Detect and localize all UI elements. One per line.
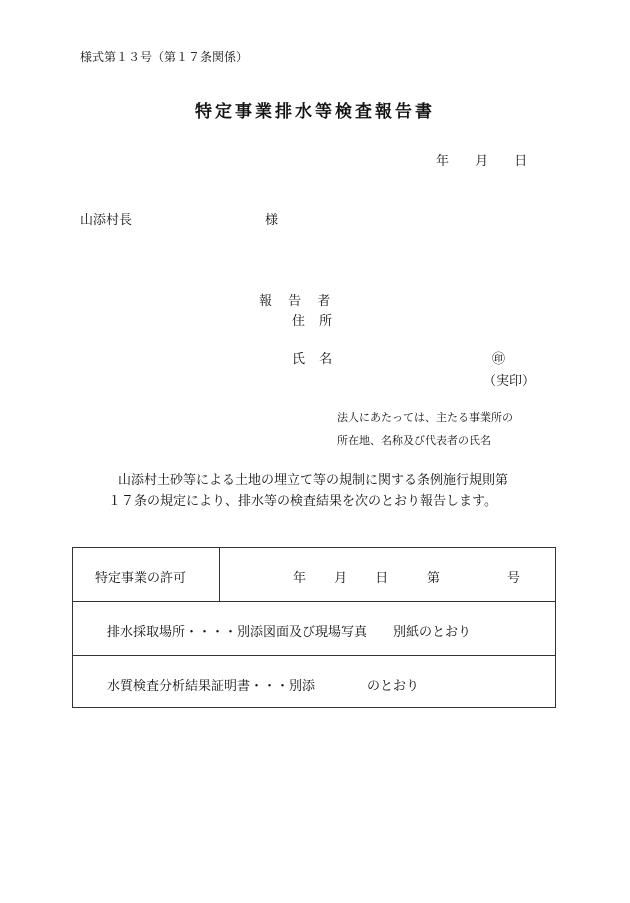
column-divider (219, 548, 220, 601)
name-label: 氏 名 (292, 352, 333, 367)
report-date: 年 月 日 (436, 154, 528, 169)
body-text-line2: １７条の規定により、排水等の検査結果を次のとおり報告します。 (108, 494, 497, 509)
seal-note: （実印） (483, 374, 536, 389)
corporate-note-line2: 所在地、名称及び代表者の氏名 (337, 434, 491, 447)
reporter-label: 報 告 者 (259, 294, 331, 309)
permit-number-label: 第 (427, 571, 441, 586)
analysis-certificate-text: 水質検査分析結果証明書・・・別添 のとおり (107, 679, 420, 694)
address-label: 住 所 (292, 314, 333, 329)
sampling-location-row (73, 601, 555, 656)
permit-label: 特定事業の許可 (95, 571, 187, 586)
document-title: 特定事業排水等検査報告書 (195, 102, 435, 122)
seal-mark-icon: ㊞ (492, 352, 506, 367)
body-text-line1: 山添村土砂等による土地の埋立て等の規制に関する条例施行規則第 (118, 473, 509, 488)
corporate-note-line1: 法人にあたっては、主たる事業所の (337, 411, 513, 424)
report-table (72, 547, 556, 708)
addressee-name: 山添村長 (80, 213, 133, 228)
addressee-honorific: 様 (265, 213, 279, 228)
analysis-certificate-row (73, 655, 555, 707)
sampling-location-text: 排水採取場所・・・・別添図面及び現場写真 別紙のとおり (107, 625, 472, 640)
permit-row (73, 548, 555, 602)
form-number: 様式第１３号（第１７条関係） (80, 50, 249, 64)
permit-date: 年 月 日 (293, 571, 389, 586)
permit-number-suffix: 号 (507, 571, 521, 586)
